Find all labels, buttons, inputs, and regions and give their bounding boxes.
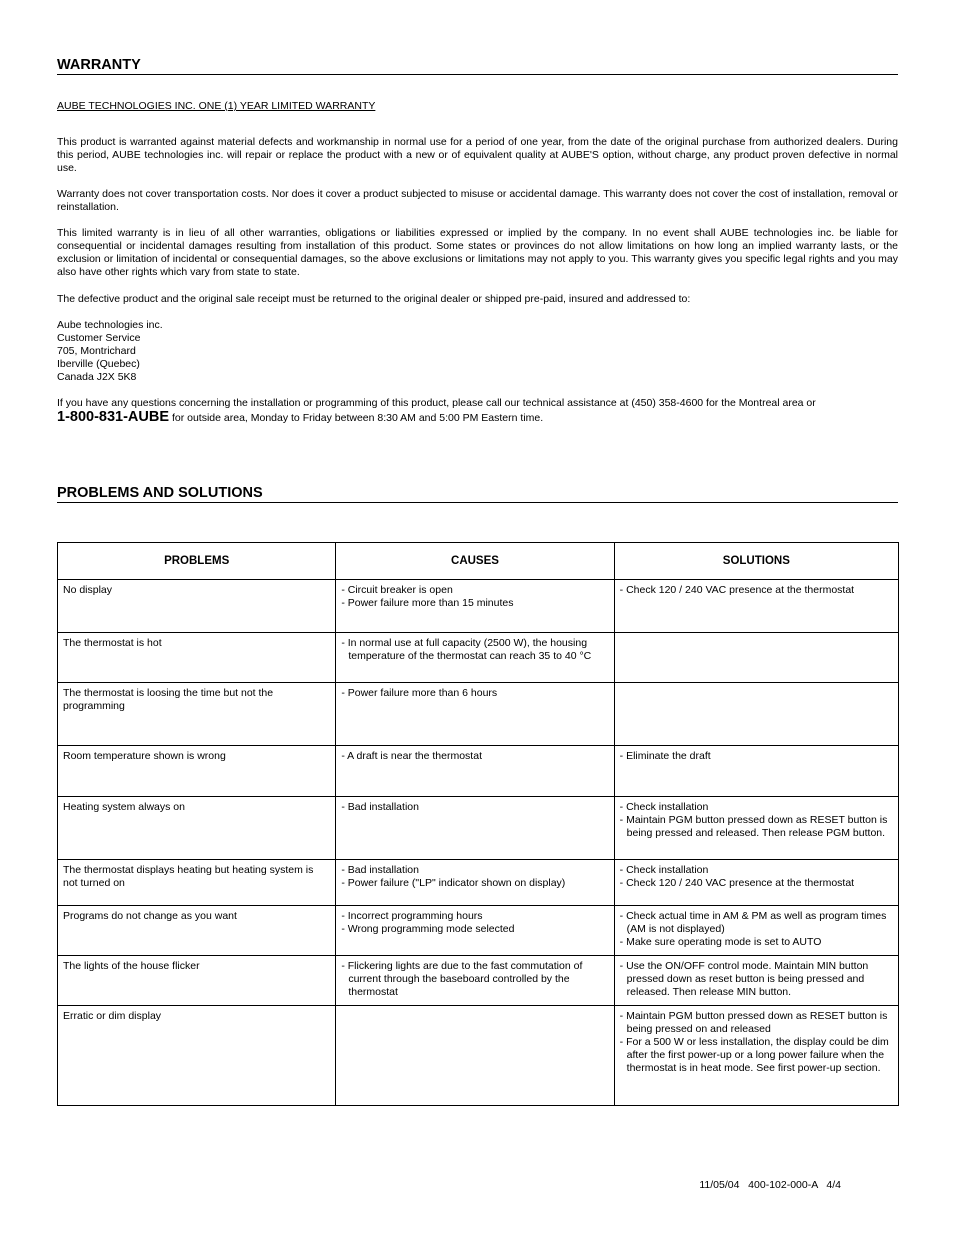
contact-info — [57, 397, 898, 425]
solution-item: - Eliminate the draft — [619, 750, 711, 762]
cause-item: - Power failure more than 6 hours — [341, 687, 498, 699]
table-row — [58, 906, 899, 956]
table-row — [58, 746, 899, 797]
problem-cell: The thermostat is hot — [58, 633, 336, 683]
solution-cell — [614, 906, 898, 956]
table-header-row — [58, 543, 899, 580]
cause-cell — [336, 956, 614, 1006]
warranty-paragraph: The defective product and the original sale receipt must be returned to the original dealer or shipped pre-paid, insured and addressed to: — [57, 293, 691, 305]
table-row — [58, 860, 899, 906]
address-line: Iberville (Quebec) — [57, 358, 140, 370]
solution-cell — [614, 1006, 898, 1106]
mailing-address — [57, 319, 163, 384]
problem-cell: The thermostat displays heating but heating system is not turned on — [58, 860, 336, 906]
address-line: Aube technologies inc. — [57, 319, 163, 331]
cause-item: - Power failure more than 15 minutes — [341, 597, 514, 609]
cause-item: - Flickering lights are due to the fast commutation of current through the baseboard controlled by the thermostat — [341, 960, 583, 998]
footer: 11/05/04 400-102-000-A 4/4 — [699, 1179, 841, 1191]
problem-cell: Room temperature shown is wrong — [58, 746, 336, 797]
cause-item: - A draft is near the thermostat — [341, 750, 482, 762]
contact-text: If you have any questions concerning the installation or programming of this product, please call our technical assistance at (450) 358-4600 for the Montreal area or — [57, 397, 816, 409]
solution-cell — [614, 860, 898, 906]
table-row — [58, 580, 899, 633]
phone-number: 1-800-831-AUBE — [57, 409, 170, 425]
warranty-paragraph: This product is warranted against material defects and workmanship in normal use for a period of one year, from the date of the original purchase from authorized dealers. During this period, AUBE technologies inc. will repair or replace the product with a new or of equivalent quality at AUBE'S option, without charge, any product proven defective in normal use. — [57, 136, 898, 174]
table-row — [58, 683, 899, 746]
solution-cell — [614, 956, 898, 1006]
column-header: SOLUTIONS — [614, 543, 898, 580]
solution-item: - Check installation — [619, 864, 709, 876]
cause-cell — [336, 580, 614, 633]
warranty-subheading: AUBE TECHNOLOGIES INC. ONE (1) YEAR LIMITED WARRANTY — [57, 100, 376, 112]
solution-cell — [614, 633, 898, 683]
solution-cell — [614, 580, 898, 633]
problem-cell: The thermostat is loosing the time but not the programming — [58, 683, 336, 746]
solution-item: - Check actual time in AM & PM as well as program times (AM is not displayed) — [619, 910, 887, 935]
table-row — [58, 797, 899, 860]
cause-cell — [336, 797, 614, 860]
problem-cell: Programs do not change as you want — [58, 906, 336, 956]
solution-item: - Check installation — [619, 801, 709, 813]
solution-cell — [614, 683, 898, 746]
solution-item: - Check 120 / 240 VAC presence at the thermostat — [619, 584, 855, 596]
cause-item: - Power failure ("LP" indicator shown on display) — [341, 877, 566, 889]
address-line: Customer Service — [57, 332, 141, 344]
solution-item: - Use the ON/OFF control mode. Maintain MIN button pressed down as reset button is being pressed and released. Then release MIN button. — [619, 960, 869, 998]
cause-item: - Bad installation — [341, 801, 419, 813]
cause-item: - Wrong programming mode selected — [341, 923, 515, 935]
solution-cell — [614, 797, 898, 860]
cause-item: - Incorrect programming hours — [341, 910, 483, 922]
solution-item: - Make sure operating mode is set to AUTO — [619, 936, 822, 948]
solution-item: - For a 500 W or less installation, the display could be dim after the first power-up or a long power failure when the thermostat is in heat mode. See first power-up section. — [619, 1036, 889, 1074]
solution-item: - Maintain PGM button pressed down as RESET button is being pressed and released. Then release PGM button. — [619, 814, 888, 839]
cause-cell — [336, 683, 614, 746]
cause-item: - In normal use at full capacity (2500 W), the housing temperature of the thermostat can reach 35 to 40 °C — [341, 637, 592, 662]
cause-item: - Circuit breaker is open — [341, 584, 453, 596]
warranty-title: WARRANTY — [57, 57, 898, 75]
cause-cell — [336, 860, 614, 906]
warranty-paragraph: This limited warranty is in lieu of all other warranties, obligations or liabilities expressed or implied by the company. In no event shall AUBE technologies inc. be liable for consequential or incidental damages resulting from installation of this product. Some states or provinces do not allow limitations on how long an implied warranty lasts, or the exclusion or limitation of incidental or consequential damages, so the above exclusions or limitations may not apply to you. This warranty gives you specific legal rights and you may also have other rights which vary from state to state. — [57, 227, 898, 278]
table-row — [58, 1006, 899, 1106]
problem-cell: Erratic or dim display — [58, 1006, 336, 1106]
solution-cell — [614, 746, 898, 797]
cause-item: - Bad installation — [341, 864, 419, 876]
table-row — [58, 956, 899, 1006]
cause-cell — [336, 906, 614, 956]
column-header: PROBLEMS — [58, 543, 336, 580]
problem-cell: The lights of the house flicker — [58, 956, 336, 1006]
problem-cell: Heating system always on — [58, 797, 336, 860]
table-row — [58, 633, 899, 683]
cause-cell — [336, 1006, 614, 1106]
address-line: Canada J2X 5K8 — [57, 371, 137, 383]
address-line: 705, Montrichard — [57, 345, 136, 357]
problems-table — [57, 542, 899, 1106]
cause-cell — [336, 746, 614, 797]
solution-item: - Check 120 / 240 VAC presence at the thermostat — [619, 877, 855, 889]
warranty-paragraph: Warranty does not cover transportation costs. Nor does it cover a product subjected to misuse or accidental damage. This warranty does not cover the cost of installation, removal or reinstallation. — [57, 188, 898, 213]
cause-cell — [336, 633, 614, 683]
solution-item: - Maintain PGM button pressed down as RESET button is being pressed on and released — [619, 1010, 888, 1035]
contact-suffix: for outside area, Monday to Friday between 8:30 AM and 5:00 PM Eastern time. — [169, 412, 544, 424]
problems-title: PROBLEMS AND SOLUTIONS — [57, 485, 898, 503]
column-header: CAUSES — [336, 543, 614, 580]
problem-cell: No display — [58, 580, 336, 633]
